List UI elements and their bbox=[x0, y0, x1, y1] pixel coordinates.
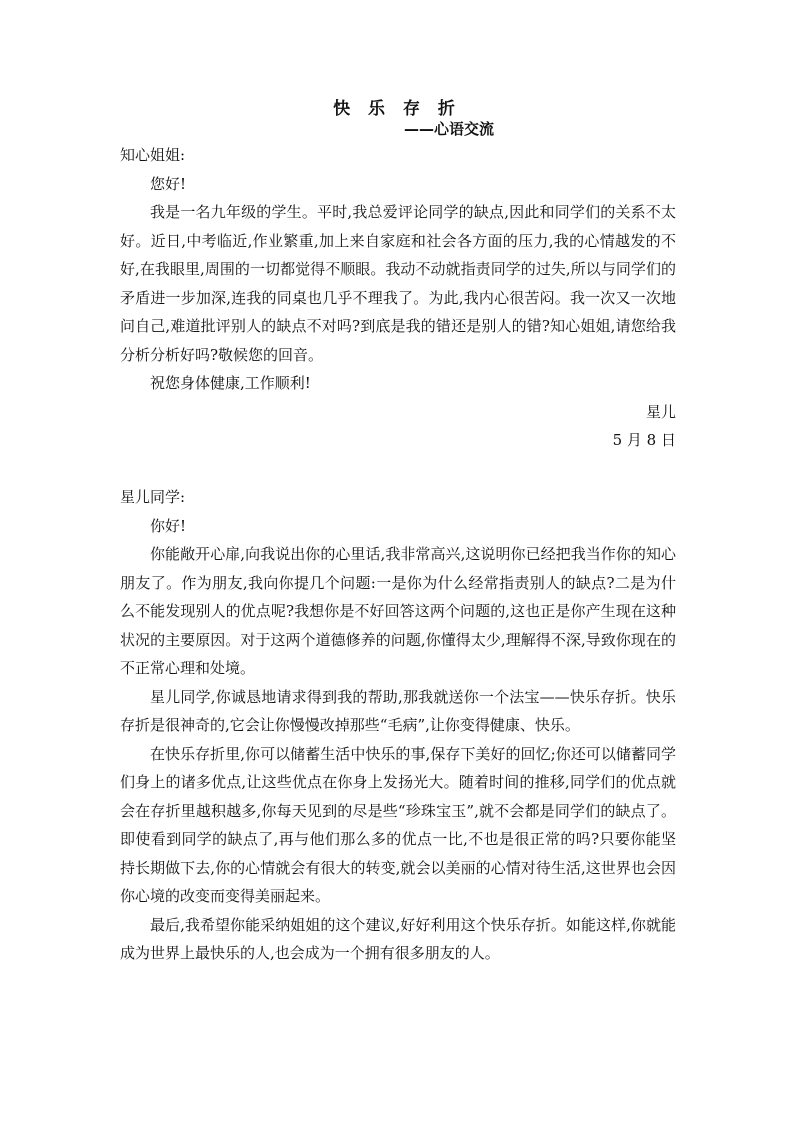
reply-paragraph: 你能敞开心扉,向我说出你的心里话,我非常高兴,这说明你已经把我当作你的知心朋友了。作为朋友,我向你提几个问题:一是你为什么经常指责别人的缺点?二是为什么不能发现别人的优点呢?我想你是不好回答这两个问题的,这也正是你产生现在这种状况的主要原因。对于这两个道德修养的问题,你懂得太少,理解得不深,导致你现在的不正常心理和处境。 bbox=[120, 545, 676, 677]
reply-letter bbox=[120, 483, 676, 968]
page-title: 快 乐 存 折 bbox=[333, 99, 461, 119]
letter-from-xinger bbox=[120, 141, 676, 455]
salutation: 星儿同学: bbox=[120, 488, 186, 506]
page-subtitle: ——心语交流 bbox=[404, 120, 495, 138]
reply-paragraph: 在快乐存折里,你可以储蓄生活中快乐的事,保存下美好的回忆;你还可以储蓄同学们身上的诸多优点,让这些优点在你身上发扬光大。随着时间的推移,同学们的优点就会在存折里越积越多,你每天见到的尽是些“珍珠宝玉”,就不会都是同学们的缺点了。即使看到同学的缺点了,再与他们那么多的优点一比,不也是很正常的吗?只要你能坚持长期做下去,你的心情就会有很大的转变,就会以美丽的心情对待生活,这世界也会因你心境的改变而变得美丽起来。 bbox=[120, 744, 676, 905]
salutation: 知心姐姐: bbox=[120, 146, 186, 164]
date: 5 月 8 日 bbox=[612, 431, 676, 449]
signature: 星儿 bbox=[645, 402, 676, 421]
letter-body-paragraph: 我是一名九年级的学生。平时,我总爱评论同学的缺点,因此和同学们的关系不太好。近日,中考临近,作业繁重,加上来自家庭和社会各方面的压力,我的心情越发的不好,在我眼里,周围的一切都觉得不顺眼。我动不动就指责同学的过失,所以与同学们的矛盾进一步加深,连我的同桌也几乎不理我了。为此,我内心很苦闷。我一次又一次地问自己,难道批评别人的缺点不对吗?到底是我的错还是别人的错?知心姐姐,请您给我分析分析好吗?敬候您的回音。 bbox=[120, 203, 676, 364]
greeting: 您好! bbox=[150, 174, 187, 193]
reply-paragraph: 最后,我希望你能采纳姐姐的这个建议,好好利用这个快乐存折。如能这样,你就能成为世界上最快乐的人,也会成为一个拥有很多朋友的人。 bbox=[120, 915, 676, 962]
greeting: 你好! bbox=[150, 516, 187, 535]
reply-paragraph: 星儿同学,你诚恳地请求得到我的帮助,那我就送你一个法宝——快乐存折。快乐存折是很神奇的,它会让你慢慢改掉那些“毛病”,让你变得健康、快乐。 bbox=[120, 687, 676, 734]
closing: 祝您身体健康,工作顺利! bbox=[150, 374, 311, 392]
